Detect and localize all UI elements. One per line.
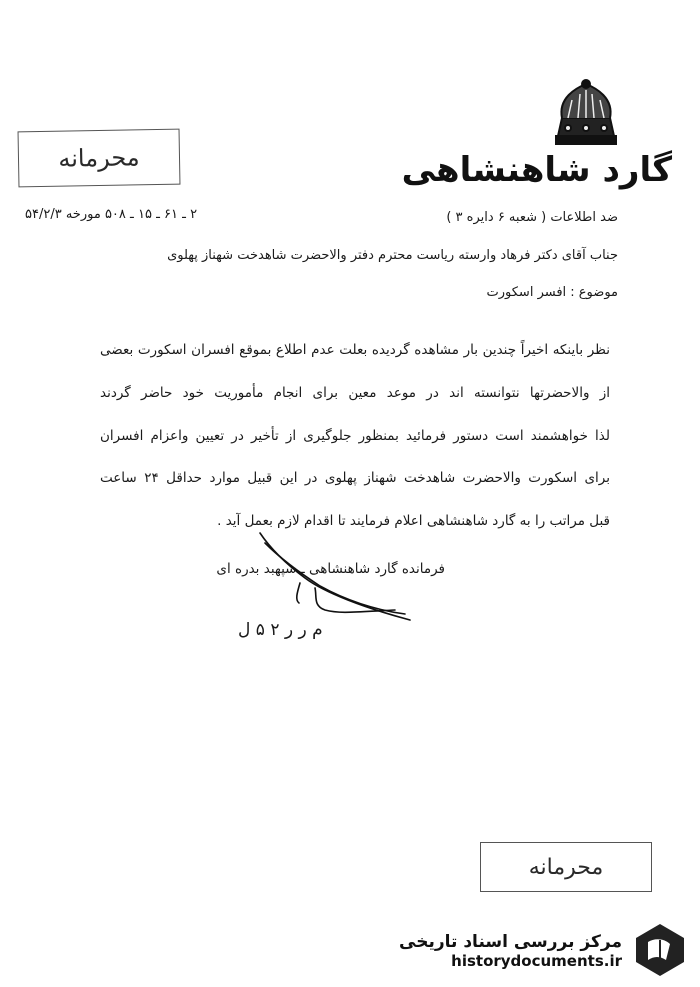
body-line-3: لذا خواهشمند است دستور فرمائید بمنظور جلوگیری از تأخیر در تعیین واعزام افسران bbox=[100, 428, 610, 444]
guard-title: گارد شاهنشاهی bbox=[401, 150, 672, 190]
department-label: ضد اطلاعات ( شعبه ۶ دایره ۳ ) bbox=[446, 210, 618, 225]
archive-watermark bbox=[399, 932, 622, 970]
addressee: جناب آقای دکتر فرهاد وارسته ریاست محترم دفتر والاحضرت شاهدخت شهناز پهلوی bbox=[167, 248, 618, 263]
confidential-stamp-bottom: محرمانه bbox=[480, 842, 652, 892]
confidential-stamp-top: محرمانه bbox=[18, 129, 181, 188]
body-line-1: نظر باینکه اخیراً چندین بار مشاهده گردیده بعلت عدم اطلاع بموقع افسران اسکورت بعضی bbox=[100, 342, 610, 358]
handwritten-code: م ر ر ۲ ۵ ل bbox=[238, 620, 323, 640]
archive-logo-icon bbox=[630, 920, 690, 980]
body-line-5: قبل مراتب را به گارد شاهنشاهی اعلام فرمایند تا اقدام لازم بعمل آید . bbox=[217, 513, 610, 529]
letter-number-date: ۲ ـ ۶۱ ـ ۱۵ ـ ۵۰۸ مورخه ۵۴/۲/۳ bbox=[25, 207, 198, 222]
subject: موضوع : افسر اسکورت bbox=[486, 285, 618, 300]
archive-name: مرکز بررسی اسناد تاریخی bbox=[399, 932, 622, 952]
body-line-2: از والاحضرتها نتوانسته اند در موعد معین برای انجام مأموریت خود حاضر گردند bbox=[100, 385, 610, 401]
body-line-4: برای اسکورت والاحضرت شاهدخت شهناز پهلوی در این قبیل موارد حداقل ۲۴ ساعت bbox=[100, 470, 610, 486]
signer-name: فرمانده گارد شاهنشاهی ـ سپهبد بدره ای bbox=[216, 561, 445, 577]
crown-emblem-icon bbox=[548, 78, 624, 148]
handwritten-signature bbox=[245, 528, 415, 628]
archive-url: historydocuments.ir bbox=[451, 952, 622, 970]
